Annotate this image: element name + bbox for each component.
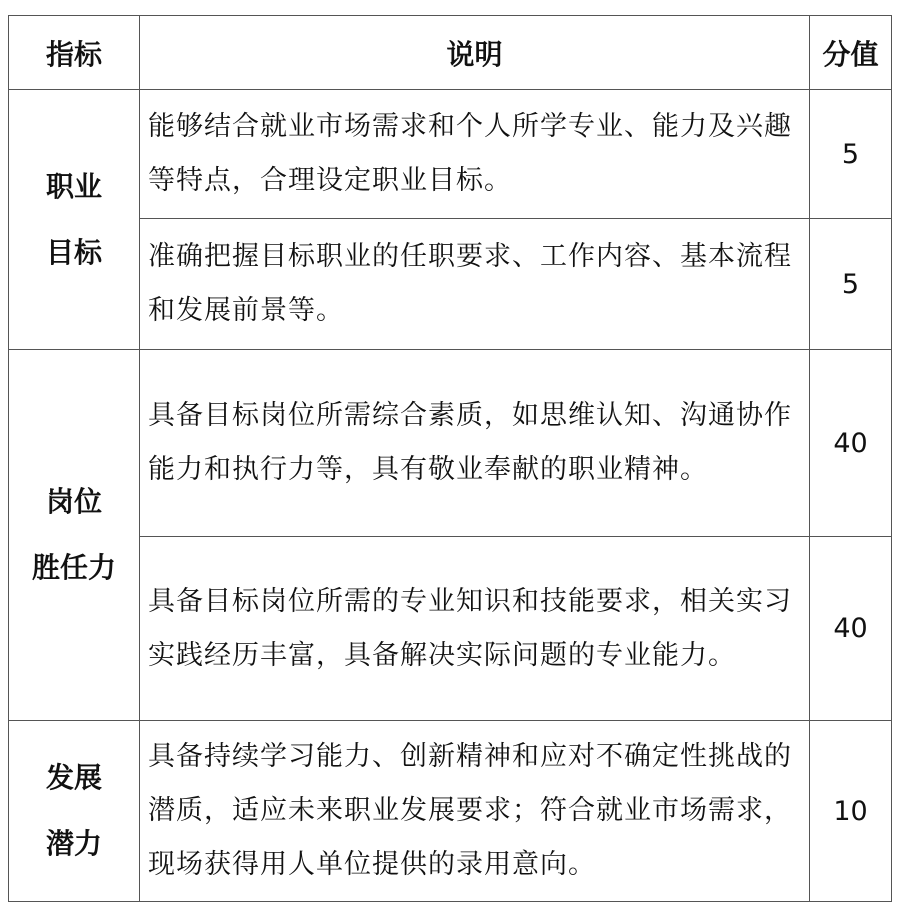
indicator-label-line: 职业 <box>45 169 102 203</box>
score-cell: 5 <box>810 90 892 219</box>
header-score: 分值 <box>810 16 892 90</box>
table-row <box>9 90 892 219</box>
scoring-table <box>8 15 892 902</box>
header-description: 说明 <box>140 16 810 90</box>
score-cell: 10 <box>810 721 892 902</box>
table-row <box>9 350 892 537</box>
indicator-label-line: 发展 <box>45 761 102 794</box>
indicator-label-line: 岗位 <box>45 485 102 518</box>
header-row <box>9 16 892 90</box>
score-cell: 40 <box>810 537 892 721</box>
description-cell: 具备目标岗位所需的专业知识和技能要求，相关实习实践经历丰富，具备解决实际问题的专业能力。 <box>140 537 810 721</box>
description-cell: 具备持续学习能力、创新精神和应对不确定性挑战的潜质，适应未来职业发展要求；符合就业市场需求，现场获得用人单位提供的录用意向。 <box>140 721 810 902</box>
header-indicator: 指标 <box>9 16 140 90</box>
indicator-cell-development-potential <box>9 721 140 902</box>
score-cell: 5 <box>810 219 892 350</box>
description-cell: 准确把握目标职业的任职要求、工作内容、基本流程和发展前景等。 <box>140 219 810 350</box>
score-cell: 40 <box>810 350 892 537</box>
table-row <box>9 721 892 902</box>
table-row <box>9 219 892 350</box>
description-cell: 具备目标岗位所需综合素质，如思维认知、沟通协作能力和执行力等，具有敬业奉献的职业精神。 <box>140 350 810 537</box>
table-row <box>9 537 892 721</box>
description-cell: 能够结合就业市场需求和个人所学专业、能力及兴趣等特点，合理设定职业目标。 <box>140 90 810 219</box>
indicator-cell-job-competency <box>9 350 140 721</box>
indicator-label-line: 目标 <box>45 235 102 269</box>
indicator-label-line: 胜任力 <box>31 551 116 584</box>
indicator-cell-career-goal <box>9 90 140 350</box>
indicator-label-line: 潜力 <box>45 827 102 860</box>
